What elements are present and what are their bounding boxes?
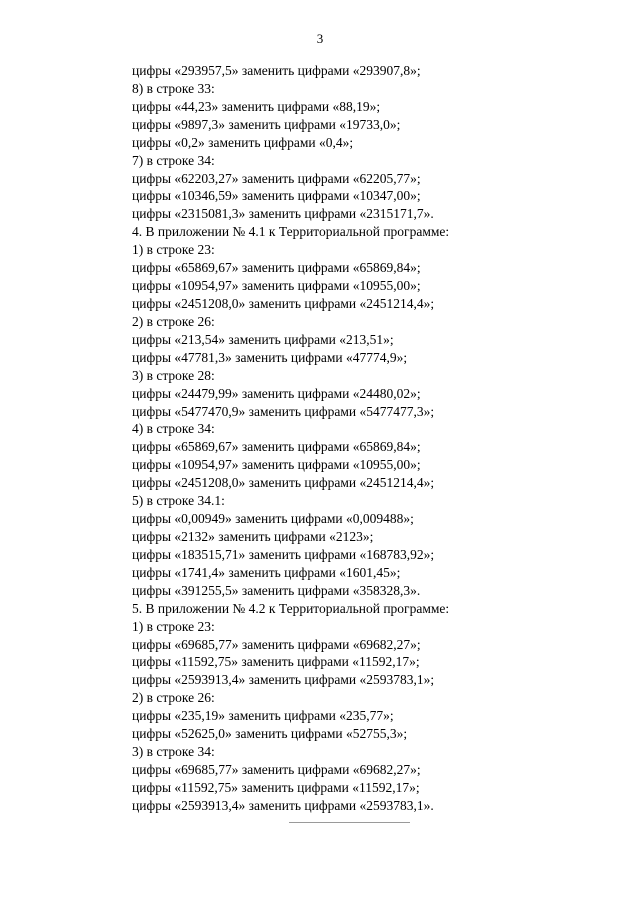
page-number: 3 (316, 31, 324, 46)
text-line: цифры «2315081,3» заменить цифрами «2315171,7». (132, 206, 434, 222)
text-line: цифры «235,19» заменить цифрами «235,77»; (132, 708, 394, 724)
text-line: цифры «391255,5» заменить цифрами «358328,3». (132, 582, 421, 598)
text-line: 5) в строке 34.1: (132, 493, 225, 509)
text-line: цифры «0,00949» заменить цифрами «0,009488»; (132, 511, 414, 527)
text-line: цифры «10954,97» заменить цифрами «10955,00»; (132, 278, 421, 294)
text-line: цифры «2132» заменить цифрами «2123»; (132, 528, 374, 544)
text-line: цифры «2593913,4» заменить цифрами «2593783,1». (132, 797, 434, 813)
end-divider (289, 822, 410, 823)
section-heading: 5. В приложении № 4.2 к Территориальной программе: (132, 600, 450, 616)
text-line: цифры «62203,27» заменить цифрами «62205,77»; (132, 170, 421, 186)
text-line: цифры «2593913,4» заменить цифрами «2593783,1»; (132, 672, 435, 688)
text-line: 8) в строке 33: (132, 80, 215, 96)
text-line: 4) в строке 34: (132, 421, 215, 437)
text-line: 2) в строке 26: (132, 690, 215, 706)
text-line: цифры «2451208,0» заменить цифрами «2451214,4»; (132, 475, 435, 491)
text-line: цифры «1741,4» заменить цифрами «1601,45»; (132, 564, 401, 580)
text-line: цифры «11592,75» заменить цифрами «11592,17»; (132, 779, 420, 795)
text-line: цифры «213,54» заменить цифрами «213,51»; (132, 331, 394, 347)
text-line: цифры «10346,59» заменить цифрами «10347,00»; (132, 188, 421, 204)
text-line: цифры «65869,67» заменить цифрами «65869,84»; (132, 439, 421, 455)
text-line: цифры «44,23» заменить цифрами «88,19»; (132, 98, 381, 114)
text-line: цифры «11592,75» заменить цифрами «11592,17»; (132, 654, 420, 670)
text-line: цифры «0,2» заменить цифрами «0,4»; (132, 134, 354, 150)
text-line: цифры «5477470,9» заменить цифрами «5477477,3»; (132, 403, 435, 419)
text-line: цифры «24479,99» заменить цифрами «24480,02»; (132, 385, 421, 401)
text-line: 1) в строке 23: (132, 618, 215, 634)
text-line: цифры «69685,77» заменить цифрами «69682,27»; (132, 636, 421, 652)
text-line: цифры «2451208,0» заменить цифрами «2451214,4»; (132, 295, 435, 311)
text-line: цифры «65869,67» заменить цифрами «65869,84»; (132, 260, 421, 276)
text-line: 2) в строке 26: (132, 313, 215, 329)
text-line: цифры «10954,97» заменить цифрами «10955,00»; (132, 457, 421, 473)
text-line: цифры «183515,71» заменить цифрами «168783,92»; (132, 546, 435, 562)
text-line: цифры «47781,3» заменить цифрами «47774,9»; (132, 349, 408, 365)
text-line: цифры «9897,3» заменить цифрами «19733,0»; (132, 116, 401, 132)
text-line: цифры «293957,5» заменить цифрами «293907,8»; (132, 63, 421, 78)
text-line: 1) в строке 23: (132, 242, 215, 258)
text-line: 3) в строке 34: (132, 744, 215, 760)
text-line: 3) в строке 28: (132, 367, 215, 383)
text-line: цифры «52625,0» заменить цифрами «52755,3»; (132, 726, 408, 742)
section-heading: 4. В приложении № 4.1 к Территориальной программе: (132, 224, 450, 240)
text-line: 7) в строке 34: (132, 152, 215, 168)
document-body (132, 62, 552, 815)
text-line: цифры «69685,77» заменить цифрами «69682,27»; (132, 761, 421, 777)
